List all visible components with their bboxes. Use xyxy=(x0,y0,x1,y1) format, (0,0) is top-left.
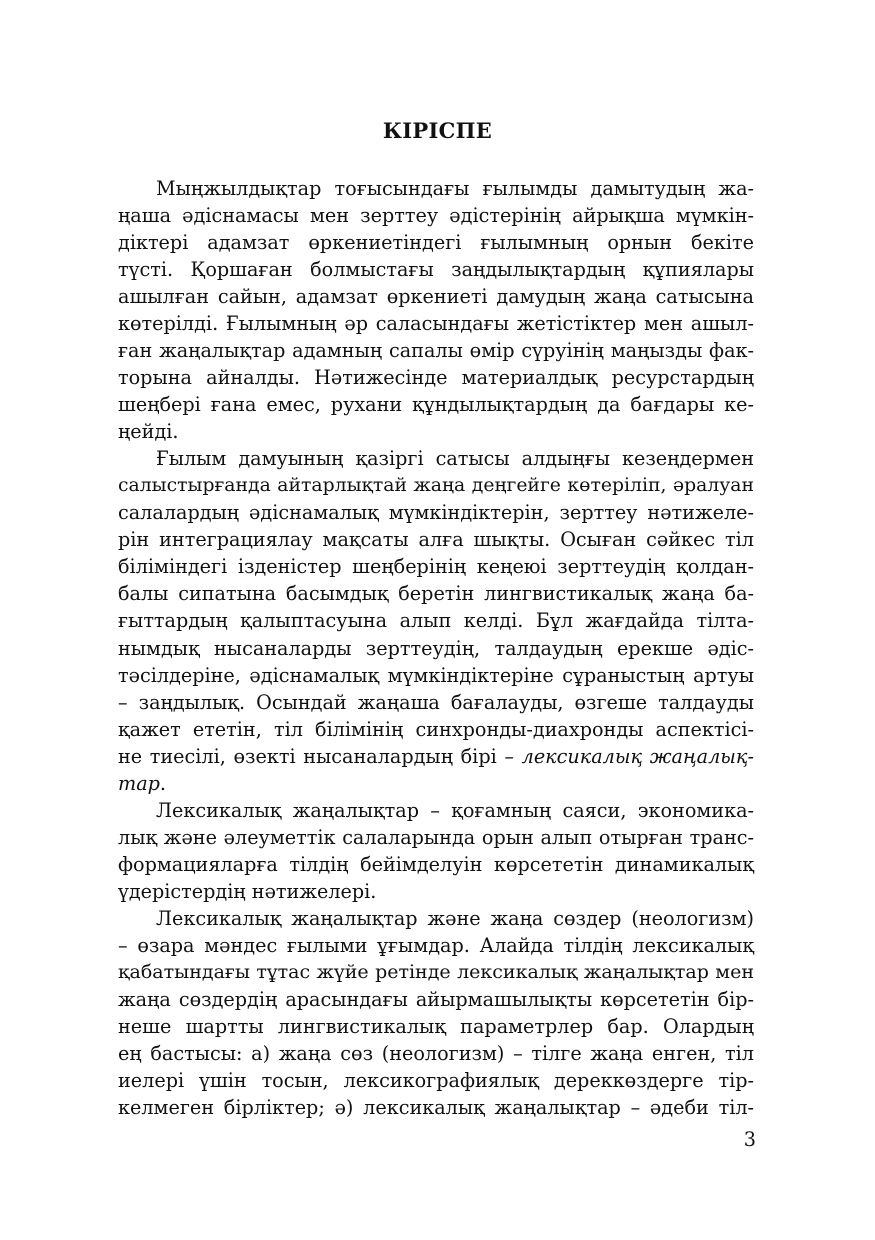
text-line: ғыттардың қалыптасуына алып келді. Бұл жағдайда тілта- xyxy=(118,609,754,632)
text-line: неше шартты лингвистикалық параметрлер бар. Олардың xyxy=(118,1015,754,1038)
text-line: салалардың әдіснамалық мүмкіндіктерін, зерттеу нәтижеле- xyxy=(118,501,754,524)
text-line: тар. xyxy=(118,772,167,795)
text-line: иелері үшін тосын, лексикографиялық дереккөздерге тір- xyxy=(118,1069,754,1092)
text-line: салыстырғанда айтарлықтай жаңа деңгейге көтеріліп, әралуан xyxy=(118,475,754,496)
text-line: – заңдылық. Осындай жаңаша бағалауды, өзгеше талдауды xyxy=(118,691,754,714)
text-line: не тиесілі, өзекті нысаналардың бірі – лексикалық жаңалық- xyxy=(118,745,755,768)
text-line: тәсілдеріне, әдіснамалық мүмкіндіктеріне сұраныстың артуы xyxy=(118,664,754,687)
text-line: үдерістердің нәтижелері. xyxy=(118,880,377,903)
text-line: – өзара мәндес ғылыми ұғымдар. Алайда тілдің лексикалық xyxy=(118,934,754,957)
text-line: ңейді. xyxy=(118,420,179,443)
text-line: қажет ететін, тіл білімінің синхронды-диахронды аспектісі- xyxy=(118,718,754,741)
text-line: ең бастысы: а) жаңа сөз (неологизм) – тілге жаңа енген, тіл xyxy=(118,1042,754,1065)
text-line: келмеген бірліктер; ә) лексикалық жаңалықтар – әдеби тіл- xyxy=(118,1096,754,1119)
text-line: ңаша әдіснамасы мен зерттеу әдістерінің айрықша мүмкін- xyxy=(118,204,754,227)
text-line: ашылған сайын, адамзат өркениеті дамудың жаңа сатысына xyxy=(118,285,754,308)
page-number: 3 xyxy=(743,1128,756,1151)
text-line: рін интеграциялау мақсаты алға шықты. Осыған сәйкес тіл xyxy=(118,528,754,551)
chapter-title: КІРІСПЕ xyxy=(382,118,493,143)
text-line: формацияларға тілдің бейімделуін көрсететін динамикалық xyxy=(118,853,754,876)
italic-term: лексикалық жаңалық- xyxy=(521,745,755,768)
italic-term: тар xyxy=(118,772,160,795)
text-line: қабатындағы тұтас жүйе ретінде лексикалық жаңалықтар мен xyxy=(118,961,754,983)
text-line: лық және әлеуметтік салаларында орын алып отырған транс- xyxy=(118,826,754,849)
text-line: діктері адамзат өркениетіндегі ғылымның орнын бекіте xyxy=(118,231,754,254)
text-line: нымдық нысаналарды зерттеудің, талдаудың ерекше әдіс- xyxy=(118,637,754,660)
text-line: біліміндегі ізденістер шеңберінің кеңеюі зерттеудің қолдан- xyxy=(118,555,754,578)
text-line: Ғылым дамуының қазіргі сатысы алдыңғы кезеңдермен xyxy=(156,447,754,470)
text-line: Лексикалық жаңалықтар – қоғамның саяси, экономика- xyxy=(156,799,754,822)
text-line: Лексикалық жаңалықтар және жаңа сөздер (неологизм) xyxy=(156,907,754,930)
text-line: балы сипатына басымдық беретін лингвистикалық жаңа ба- xyxy=(118,582,754,605)
text-line: ған жаңалықтар адамның сапалы өмір сүруінің маңызды фак- xyxy=(118,339,754,362)
text-line: көтерілді. Ғылымның әр саласындағы жетістіктер мен ашыл- xyxy=(118,312,754,335)
text-line: жаңа сөздердің арасындағы айырмашылықты көрсететін бір- xyxy=(118,988,754,1011)
text-line: шеңбері ғана емес, рухани құндылықтардың да бағдары ке- xyxy=(118,393,754,416)
text-line: Мыңжылдықтар тоғысындағы ғылымды дамытудың жа- xyxy=(156,177,754,200)
text-line: торына айналды. Нәтижесінде материалдық ресурстардың xyxy=(118,366,754,389)
text-line: түсті. Қоршаған болмыстағы заңдылықтардың құпиялары xyxy=(118,258,754,281)
